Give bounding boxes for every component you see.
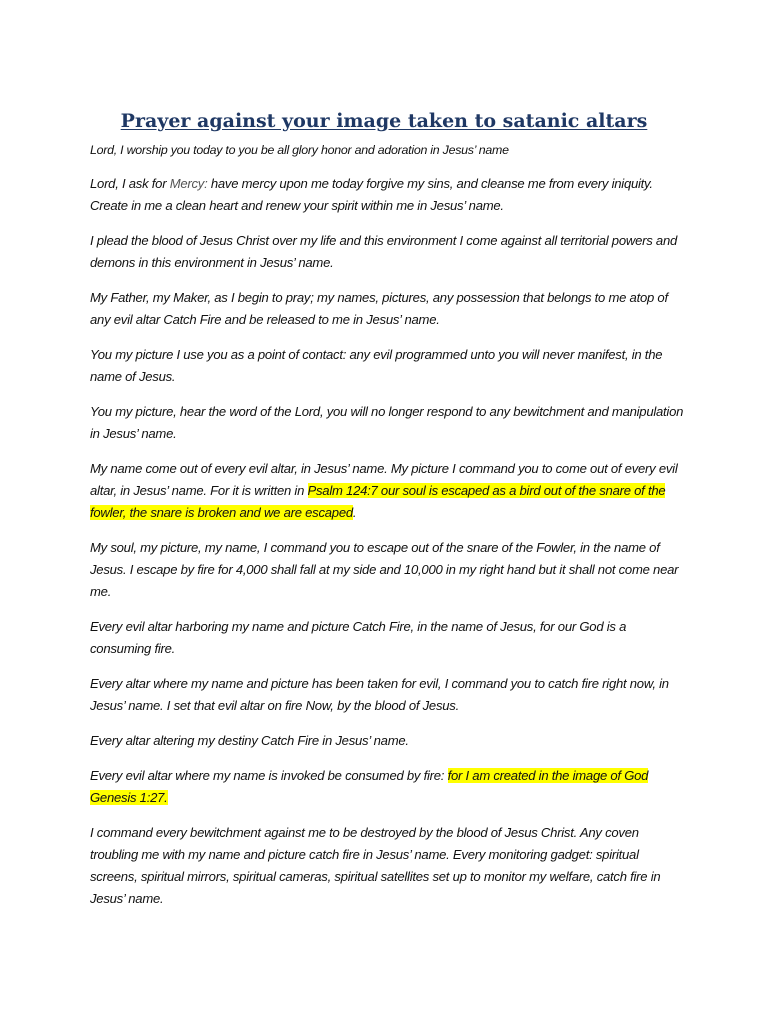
mercy-intro-text: Lord, I ask for bbox=[90, 176, 170, 191]
paragraph-invoked-name bbox=[90, 765, 684, 809]
come-out-text: My name come out of every evil altar, in Jesus’ name. My picture I command you to come out of every evil altar, in Jesus’ name. For it is written in bbox=[90, 461, 678, 498]
paragraph-taken-for-evil: Every altar where my name and picture has been taken for evil, I command you to catch fire right now, in Jesus’ name. I set that evil altar on fire Now, by the blood of Jesus. bbox=[90, 676, 669, 713]
page-title: Prayer against your image taken to satanic altars bbox=[120, 110, 648, 132]
mercy-word: Mercy: bbox=[169, 176, 208, 191]
paragraph-father-maker: My Father, my Maker, as I begin to pray; my names, pictures, any possession that belongs to me atop of any evil altar Catch Fire and be released to me in Jesus’ name. bbox=[90, 290, 668, 327]
paragraph-consuming-fire: Every evil altar harboring my name and picture Catch Fire, in the name of Jesus, for our God is a consuming fire. bbox=[90, 619, 627, 656]
come-out-end: . bbox=[352, 505, 357, 520]
mercy-body-text: have mercy upon me today forgive my sins, and cleanse me from every iniquity. Create in me a clean heart and renew your spirit within me in Jesus’ name. bbox=[90, 176, 653, 213]
invoked-name-text: Every evil altar where my name is invoked be consumed by fire: bbox=[90, 768, 448, 783]
paragraph-escape-snare: My soul, my picture, my name, I command you to escape out of the snare of the Fowler, in the name of Jesus. I escape by fire for 4,000 shall fall at my side and 10,000 in my right hand but it shall not come near me. bbox=[90, 540, 679, 599]
paragraph-bewitchment: I command every bewitchment against me to be destroyed by the blood of Jesus Christ. Any coven troubling me with my name and picture catch fire in Jesus’ name. Every monitoring gadget: spiritual screens, spiritual mirrors, spiritual cameras, spiritual satellites set up to monitor my welfare, catch fire in Jesus’ name. bbox=[90, 825, 661, 906]
prayer-body bbox=[90, 139, 684, 923]
psalm-highlight: Psalm 124:7 our soul is escaped as a bird out of the snare of the fowler, the snare is broken and we are escaped bbox=[90, 483, 666, 520]
paragraph-worship: Lord, I worship you today to you be all glory honor and adoration in Jesus’ name bbox=[90, 143, 509, 157]
paragraph-mercy bbox=[90, 173, 684, 217]
genesis-highlight: for I am created in the image of God Genesis 1:27. bbox=[90, 768, 649, 805]
paragraph-plead-blood: I plead the blood of Jesus Christ over my life and this environment I come against all territorial powers and demons in this environment in Jesus’ name. bbox=[90, 233, 678, 270]
paragraph-hear-word: You my picture, hear the word of the Lord, you will no longer respond to any bewitchment and manipulation in Jesus’ name. bbox=[90, 404, 684, 441]
paragraph-point-of-contact: You my picture I use you as a point of contact: any evil programmed unto you will never manifest, in the name of Jesus. bbox=[90, 347, 663, 384]
paragraph-come-out bbox=[90, 458, 684, 524]
paragraph-altering-destiny: Every altar altering my destiny Catch Fire in Jesus’ name. bbox=[90, 733, 409, 748]
